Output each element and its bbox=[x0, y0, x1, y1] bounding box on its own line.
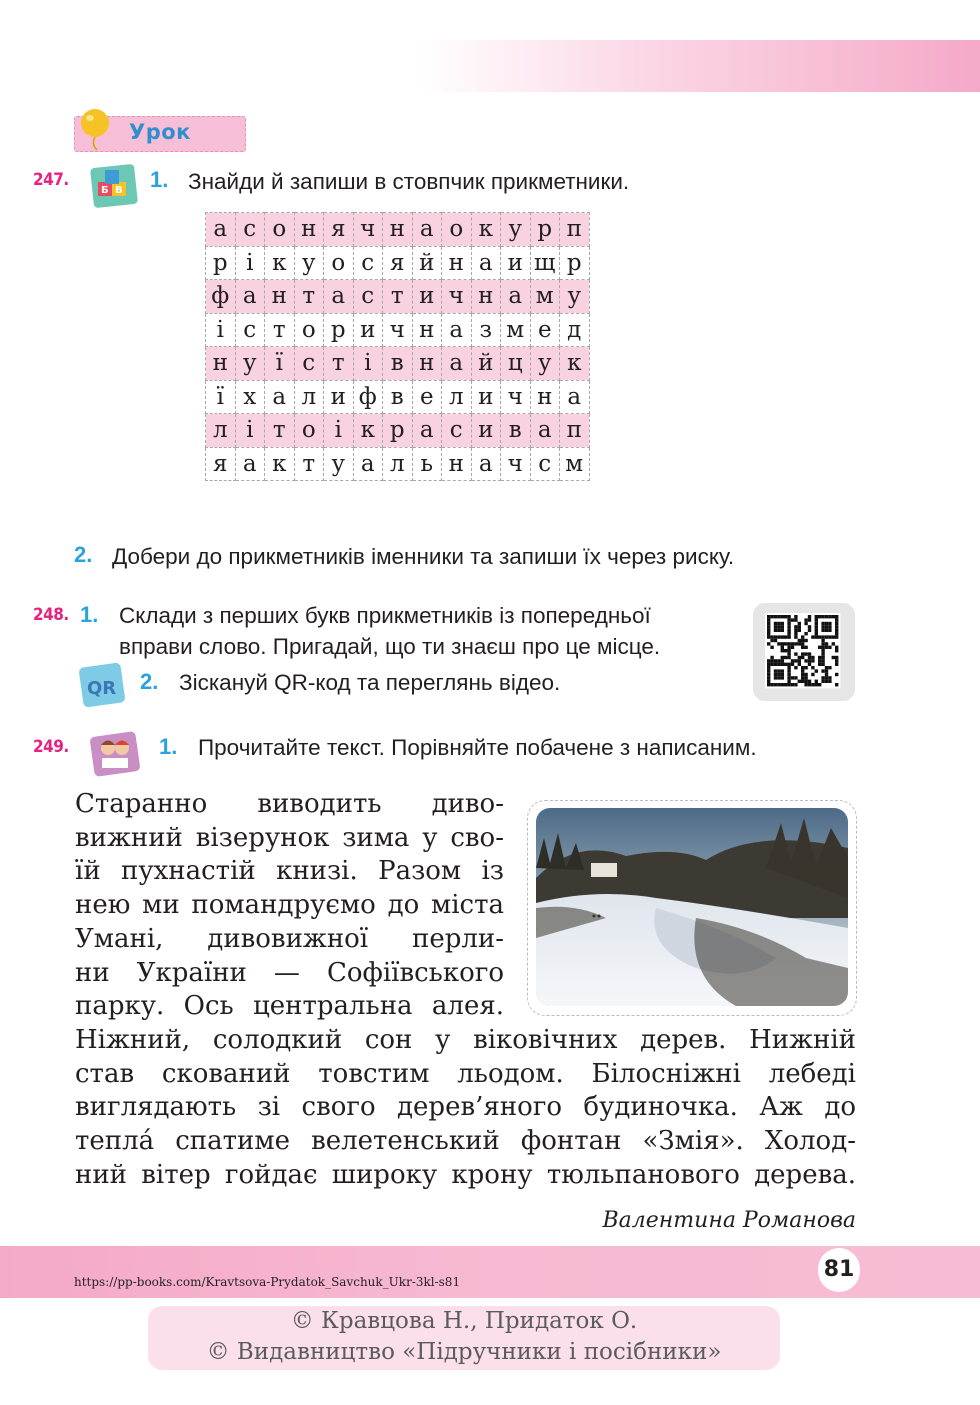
grid-cell: о bbox=[265, 213, 295, 247]
grid-cell: ь bbox=[412, 447, 442, 481]
grid-cell: й bbox=[412, 246, 442, 280]
grid-row bbox=[206, 347, 590, 381]
svg-text:В: В bbox=[115, 185, 123, 196]
grid-cell: а bbox=[530, 414, 560, 448]
grid-cell: а bbox=[206, 213, 236, 247]
qr-code[interactable] bbox=[753, 603, 855, 701]
grid-cell: і bbox=[353, 347, 383, 381]
exercise-number-249: 249. bbox=[33, 737, 69, 757]
task-text-line-2: вправи слово. Пригадай, що ти знаєш про це місце. bbox=[119, 634, 661, 659]
story-line: ни України — Софіївського bbox=[75, 957, 504, 988]
grid-cell: т bbox=[265, 313, 295, 347]
children-reading-icon bbox=[88, 728, 144, 780]
story-line: парку. Ось центральна алея. bbox=[75, 991, 504, 1022]
grid-cell: а bbox=[471, 246, 501, 280]
page-number: 81 bbox=[818, 1248, 860, 1292]
grid-cell: л bbox=[442, 380, 472, 414]
grid-row bbox=[206, 380, 590, 414]
task-text: Знайди й запиши в стовпчик прикметники. bbox=[188, 169, 630, 194]
grid-cell: ї bbox=[265, 347, 295, 381]
grid-cell: и bbox=[471, 414, 501, 448]
grid-cell: щ bbox=[530, 246, 560, 280]
grid-cell: с bbox=[294, 347, 324, 381]
story-line: вижний візерунок зима у сво- bbox=[75, 822, 504, 853]
grid-cell: и bbox=[324, 380, 354, 414]
grid-cell: в bbox=[383, 347, 413, 381]
grid-cell: м bbox=[501, 313, 531, 347]
grid-cell: д bbox=[560, 313, 590, 347]
grid-cell: н bbox=[412, 347, 442, 381]
copyright-box bbox=[148, 1306, 780, 1370]
story-line: виглядають зі свого дерев’яного будиночка. Аж до bbox=[75, 1092, 856, 1123]
grid-cell: а bbox=[235, 280, 265, 314]
grid-cell: а bbox=[412, 414, 442, 448]
copyright-publisher: © Видавництво «Підручники і посібники» bbox=[206, 1339, 722, 1365]
grid-cell: н bbox=[383, 213, 413, 247]
story-line: Ніжний, солодкий сон у віковічних дерев. Нижній bbox=[75, 1025, 856, 1055]
grid-cell: т bbox=[294, 447, 324, 481]
balloon-icon bbox=[78, 108, 114, 152]
lesson-label: Урок bbox=[129, 120, 191, 144]
grid-cell: у bbox=[324, 447, 354, 481]
grid-cell: а bbox=[412, 213, 442, 247]
svg-text:Б: Б bbox=[101, 185, 109, 196]
grid-cell: а bbox=[442, 347, 472, 381]
grid-cell: к bbox=[353, 414, 383, 448]
grid-cell: р bbox=[206, 246, 236, 280]
grid-cell: к bbox=[265, 246, 295, 280]
grid-cell: а bbox=[353, 447, 383, 481]
grid-cell: у bbox=[560, 280, 590, 314]
grid-cell: т bbox=[383, 280, 413, 314]
grid-cell: е bbox=[412, 380, 442, 414]
grid-cell: с bbox=[235, 313, 265, 347]
grid-cell: й bbox=[471, 347, 501, 381]
task-text: Добери до прикметників іменники та запиши їх через риску. bbox=[112, 544, 735, 569]
grid-cell: в bbox=[383, 380, 413, 414]
grid-cell: ч bbox=[442, 280, 472, 314]
grid-cell: ї bbox=[206, 380, 236, 414]
exercise-number-247: 247. bbox=[33, 170, 69, 190]
qr-code-icon bbox=[753, 603, 855, 701]
story-line: ний вітер гойдає широку крону тюльпанового дерева. bbox=[75, 1159, 856, 1190]
grid-cell: н bbox=[442, 246, 472, 280]
grid-cell: х bbox=[235, 380, 265, 414]
grid-cell: і bbox=[324, 414, 354, 448]
grid-cell: і bbox=[235, 246, 265, 280]
header-band bbox=[420, 40, 980, 92]
winter-park-photo bbox=[536, 808, 848, 1006]
step-number: 1. bbox=[150, 167, 169, 192]
grid-cell: ф bbox=[206, 280, 236, 314]
grid-cell: с bbox=[530, 447, 560, 481]
grid-cell: а bbox=[501, 280, 531, 314]
step-number: 1. bbox=[80, 602, 99, 627]
grid-cell: я bbox=[324, 213, 354, 247]
qr-badge-text: QR bbox=[87, 678, 117, 699]
story-line: нею ми помандруємо до міста bbox=[75, 890, 504, 921]
step-number: 2. bbox=[140, 669, 159, 694]
grid-cell: ч bbox=[501, 447, 531, 481]
grid-cell: н bbox=[265, 280, 295, 314]
task-text: Прочитайте текст. Порівняйте побачене з написаним. bbox=[198, 735, 757, 760]
grid-cell: и bbox=[353, 313, 383, 347]
grid-cell: л bbox=[383, 447, 413, 481]
grid-cell: т bbox=[265, 414, 295, 448]
grid-cell: а bbox=[560, 380, 590, 414]
story-line: Умані, дивовижної перли- bbox=[75, 923, 504, 954]
task-text-line-1: Склади з перших букв прикметників із попередньої bbox=[119, 603, 651, 628]
grid-cell: л bbox=[206, 414, 236, 448]
grid-cell: я bbox=[383, 246, 413, 280]
grid-cell: р bbox=[324, 313, 354, 347]
grid-row bbox=[206, 246, 590, 280]
grid-cell: и bbox=[501, 246, 531, 280]
qr-badge-icon bbox=[76, 660, 128, 710]
grid-cell: н bbox=[412, 313, 442, 347]
grid-row bbox=[206, 313, 590, 347]
story-text-wrapped bbox=[75, 788, 504, 1024]
grid-cell: і bbox=[206, 313, 236, 347]
grid-cell: с bbox=[353, 246, 383, 280]
grid-cell: а bbox=[265, 380, 295, 414]
grid-cell: л bbox=[294, 380, 324, 414]
grid-cell: м bbox=[560, 447, 590, 481]
grid-cell: у bbox=[235, 347, 265, 381]
grid-cell: ч bbox=[501, 380, 531, 414]
grid-row bbox=[206, 414, 590, 448]
step-number: 1. bbox=[159, 734, 178, 759]
step-number: 2. bbox=[74, 542, 93, 567]
grid-cell: у bbox=[530, 347, 560, 381]
grid-cell: н bbox=[294, 213, 324, 247]
grid-cell: с bbox=[442, 414, 472, 448]
story-text-full bbox=[75, 1024, 856, 1193]
grid-row bbox=[206, 213, 590, 247]
grid-cell: я bbox=[206, 447, 236, 481]
grid-cell: ц bbox=[501, 347, 531, 381]
grid-cell: к bbox=[265, 447, 295, 481]
task-text: Зіскануй QR-код та переглянь відео. bbox=[179, 670, 561, 695]
grid-row bbox=[206, 447, 590, 481]
story-line: став скований товстим льодом. Білосніжні лебеді bbox=[75, 1058, 856, 1089]
alphabet-blocks-icon bbox=[88, 162, 140, 210]
grid-cell: и bbox=[471, 380, 501, 414]
grid-cell: у bbox=[501, 213, 531, 247]
grid-row bbox=[206, 280, 590, 314]
grid-cell: ф bbox=[353, 380, 383, 414]
grid-cell: м bbox=[530, 280, 560, 314]
grid-cell: з bbox=[471, 313, 501, 347]
grid-cell: а bbox=[471, 447, 501, 481]
grid-cell: н bbox=[471, 280, 501, 314]
grid-cell: а bbox=[442, 313, 472, 347]
story-line: Старанно виводить диво- bbox=[75, 789, 504, 819]
author-name: Валентина Романова bbox=[602, 1208, 856, 1233]
grid-cell: у bbox=[294, 246, 324, 280]
grid-cell: н bbox=[206, 347, 236, 381]
grid-cell: о bbox=[294, 414, 324, 448]
grid-cell: а bbox=[235, 447, 265, 481]
grid-cell: к bbox=[471, 213, 501, 247]
grid-cell: о bbox=[294, 313, 324, 347]
grid-cell: р bbox=[560, 246, 590, 280]
grid-cell: и bbox=[412, 280, 442, 314]
grid-cell: н bbox=[442, 447, 472, 481]
grid-cell: о bbox=[442, 213, 472, 247]
grid-cell: с bbox=[235, 213, 265, 247]
grid-cell: о bbox=[324, 246, 354, 280]
grid-cell: т bbox=[294, 280, 324, 314]
source-url[interactable]: https://pp-books.com/Kravtsova-Prydatok_Savchuk_Ukr-3kl-s81 bbox=[74, 1275, 461, 1289]
grid-cell: ч bbox=[353, 213, 383, 247]
grid-cell: а bbox=[324, 280, 354, 314]
grid-cell: і bbox=[235, 414, 265, 448]
grid-cell: р bbox=[383, 414, 413, 448]
grid-cell: ч bbox=[383, 313, 413, 347]
grid-cell: е bbox=[530, 313, 560, 347]
word-search-grid bbox=[205, 212, 590, 481]
story-line: тепла́ спатиме велетенський фонтан «Змія». Холод- bbox=[75, 1126, 856, 1157]
grid-cell: н bbox=[530, 380, 560, 414]
grid-cell: в bbox=[501, 414, 531, 448]
exercise-number-248: 248. bbox=[33, 605, 69, 625]
grid-cell: т bbox=[324, 347, 354, 381]
grid-cell: с bbox=[353, 280, 383, 314]
grid-cell: к bbox=[560, 347, 590, 381]
story-line: їй пухнастій книзі. Разом із bbox=[75, 856, 504, 887]
grid-cell: р bbox=[530, 213, 560, 247]
copyright-authors: © Кравцова Н., Придаток О. bbox=[290, 1308, 638, 1334]
grid-cell: п bbox=[560, 414, 590, 448]
grid-cell: п bbox=[560, 213, 590, 247]
